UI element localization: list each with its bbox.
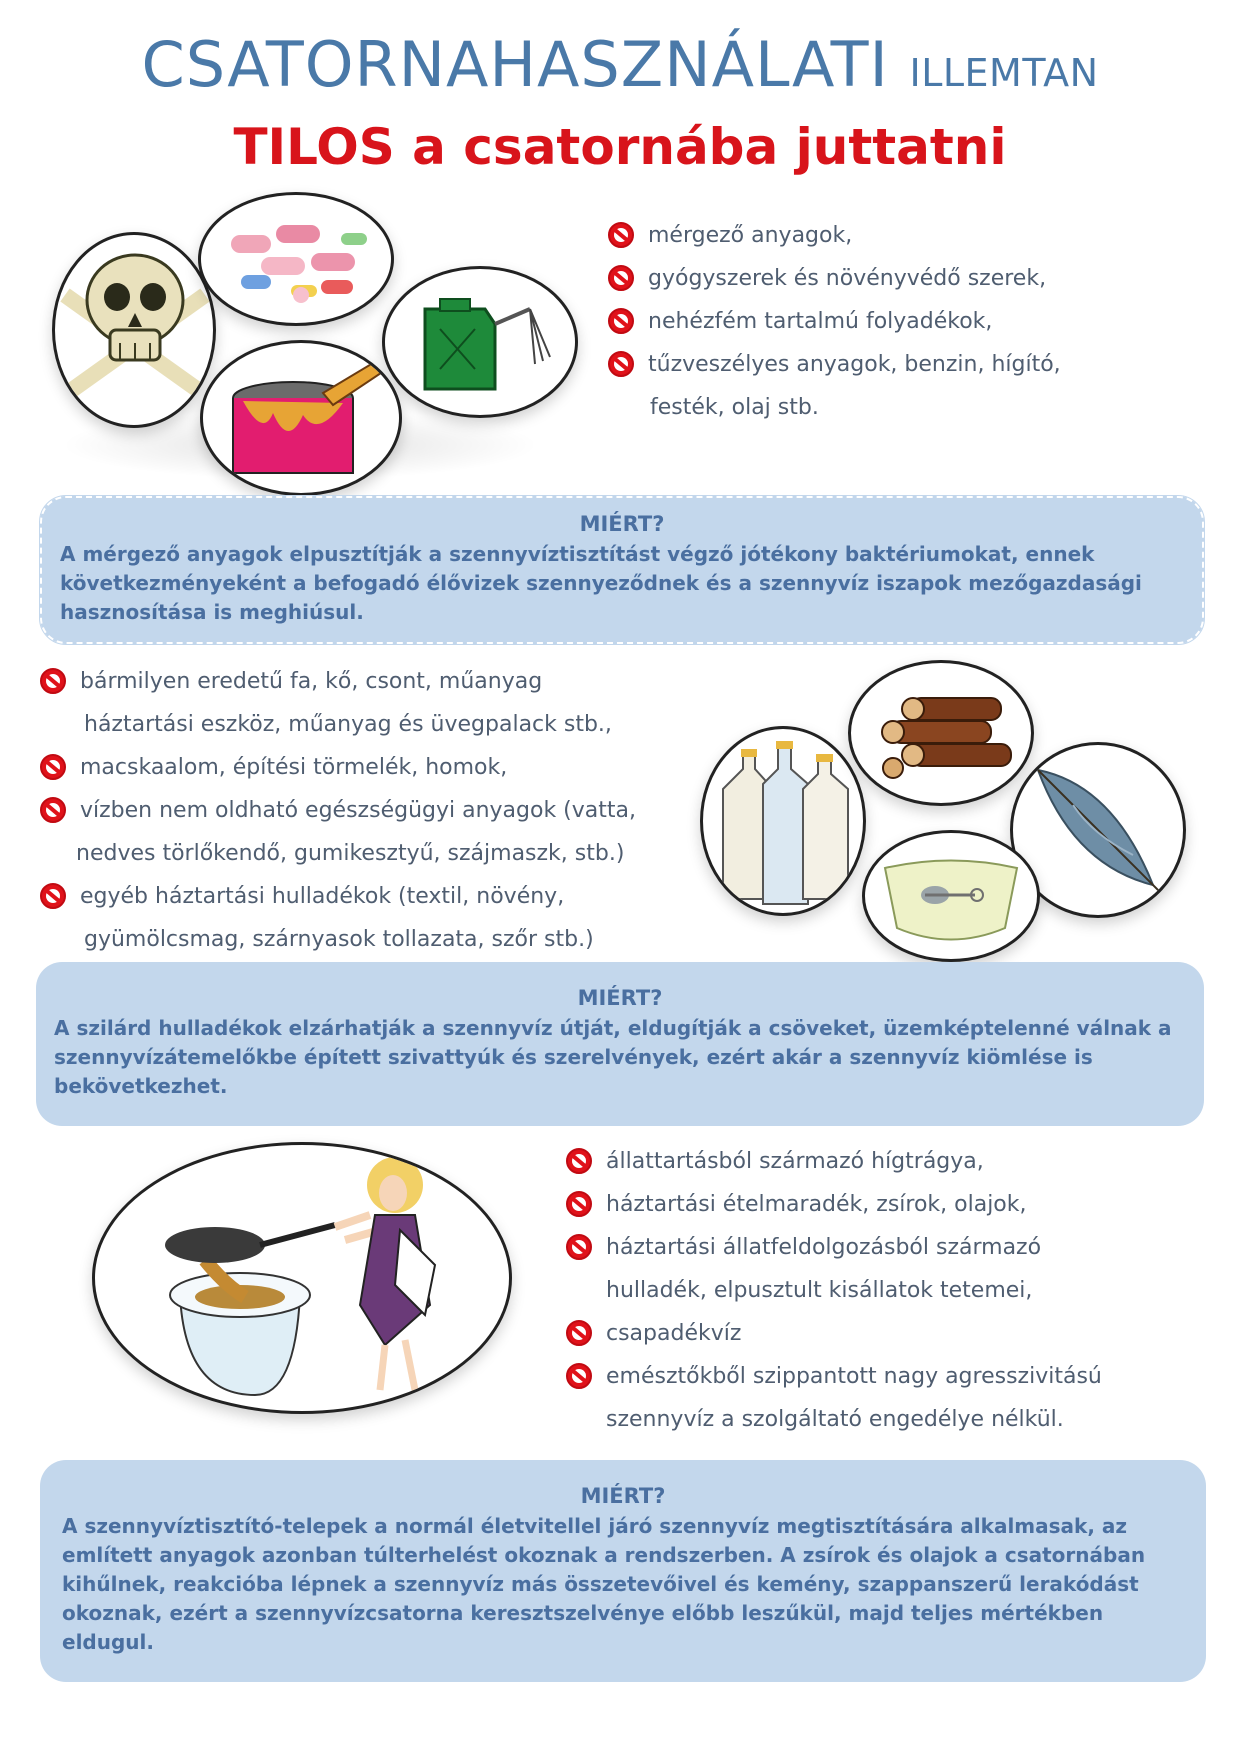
why-box-3 (40, 1460, 1206, 1682)
why-title: MIÉRT? (580, 1484, 666, 1508)
why-title: MIÉRT? (577, 986, 663, 1010)
list-item: bármilyen eredetű fa, kő, csont, műanyag (40, 660, 636, 703)
no-entry-icon (608, 265, 634, 291)
no-entry-icon (40, 754, 66, 780)
list-item: macskaalom, építési törmelék, homok, (40, 746, 636, 789)
page-title (0, 28, 1240, 101)
list-item: emésztőkből szippantott nagy agresszivitású (566, 1355, 1102, 1398)
list-item: csapadékvíz (566, 1312, 1102, 1355)
list-item: tűzveszélyes anyagok, benzin, hígító, (608, 343, 1061, 386)
forbidden-list-3 (566, 1140, 1102, 1441)
list-item: háztartási eszköz, műanyag és üvegpalack stb., (84, 712, 612, 737)
forbidden-list-1 (608, 214, 1061, 429)
no-entry-icon (40, 797, 66, 823)
no-entry-icon (566, 1320, 592, 1346)
why-title: MIÉRT? (579, 512, 665, 536)
list-item: szennyvíz a szolgáltató engedélye nélkül. (606, 1407, 1064, 1432)
no-entry-icon (40, 883, 66, 909)
paint-can-icon (200, 340, 402, 496)
list-item: háztartási állatfeldolgozásból származó (566, 1226, 1102, 1269)
why-text: A mérgező anyagok elpusztítják a szennyvíztisztítást végző jótékony baktériumokat, ennek következményeként a befogadó élővizek szennyeződnek és a szennyvíz iszapok mezőgazdasági hasznosítása is meghiúsul. (60, 542, 1142, 624)
diaper-icon (862, 830, 1040, 962)
no-entry-icon (608, 308, 634, 334)
page-subtitle: TILOS a csatornába juttatni (233, 118, 1007, 176)
list-item: hulladék, elpusztult kisállatok tetemei, (606, 1278, 1033, 1303)
list-item: nedves törlőkendő, gumikesztyű, szájmaszk, stb.) (76, 841, 625, 866)
list-item: mérgező anyagok, (608, 214, 1061, 257)
no-entry-icon (566, 1363, 592, 1389)
bottles-icon (700, 726, 866, 916)
why-text: A szilárd hulladékok elzárhatják a szennyvíz útját, eldugítják a csöveket, üzemképtelenné válnak a szennyvízátemelőkbe épített szivattyúk és szerelvények, ezért akár a szennyvíz kiömlése is bekövetkezhet. (54, 1016, 1172, 1098)
list-item: festék, olaj stb. (650, 395, 819, 420)
list-item: gyógyszerek és növényvédő szerek, (608, 257, 1061, 300)
no-entry-icon (608, 222, 634, 248)
woman-pouring-oil-into-toilet-illustration (92, 1142, 512, 1414)
list-item: vízben nem oldható egészségügyi anyagok (vatta, (40, 789, 636, 832)
no-entry-icon (608, 351, 634, 377)
title-small-text: ILLEMTAN (909, 51, 1099, 95)
no-entry-icon (566, 1148, 592, 1174)
forbidden-list-2 (40, 660, 636, 961)
list-item: egyéb háztartási hulladékok (textil, növény, (40, 875, 636, 918)
no-entry-icon (40, 668, 66, 694)
list-item: nehézfém tartalmú folyadékok, (608, 300, 1061, 343)
why-box-2 (36, 962, 1204, 1126)
list-item: gyümölcsmag, szárnyasok tollazata, szőr stb.) (84, 927, 594, 952)
firewood-icon (848, 660, 1034, 806)
list-item: háztartási ételmaradék, zsírok, olajok, (566, 1183, 1102, 1226)
title-main-text: CSATORNAHASZNÁLATI (141, 28, 889, 101)
skull-crossbones-icon (52, 232, 216, 428)
pills-icon (198, 192, 394, 326)
list-item: állattartásból származó hígtrágya, (566, 1140, 1102, 1183)
no-entry-icon (566, 1191, 592, 1217)
no-entry-icon (566, 1234, 592, 1260)
jerrycan-icon (382, 266, 578, 418)
why-text: A szennyvíztisztító-telepek a normál életvitellel járó szennyvíz megtisztítására alkalmasak, az említett anyagok azonban túlterhelést okoznak a rendszerben. A zsírok és olajok a csatornában kihűlnek, reakcióba lépnek a szennyvíz más összetevőivel és kemény, szappanszerű lerakódást okoznak, ezért a szennyvízcsatorna keresztszelvénye előbb leszűkül, majd teljes mértékben eldugul. (62, 1514, 1146, 1654)
why-box-1 (40, 496, 1204, 644)
